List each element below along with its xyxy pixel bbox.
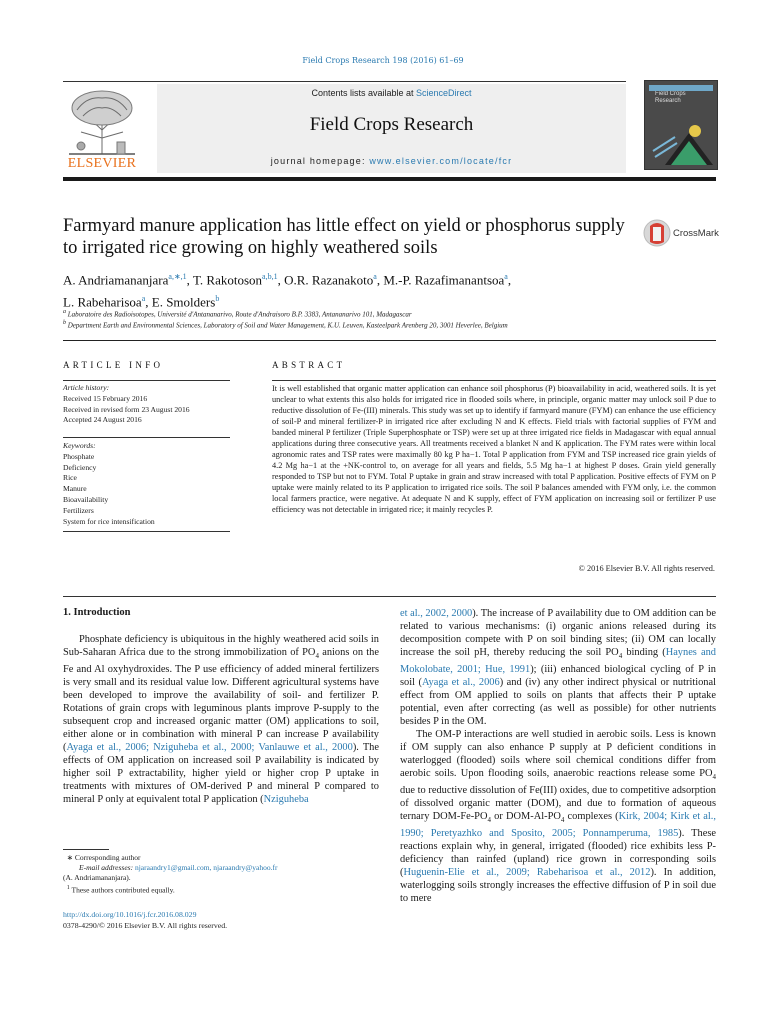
author-separator: ,	[145, 294, 152, 310]
keyword: System for rice intensification	[63, 516, 155, 526]
citation-link[interactable]: Haynes and Mokolobate, 2001; Hue, 1991	[400, 647, 716, 676]
journal-homepage	[157, 156, 626, 166]
homepage-link[interactable]: www.elsevier.com/locate/fcr	[369, 156, 513, 166]
intro-left-column	[63, 633, 379, 806]
affiliation-a: $^a$ Laboratoire des Radioisotopes, Université d'Antananarivo, Route d'Andraisoro B.P. 3383, Antananarivo 101, Madagascar	[63, 309, 412, 319]
author-separator: ,	[507, 272, 512, 288]
elsevier-wordmark: ELSEVIER	[67, 156, 137, 171]
intro-paragraph-continued	[400, 607, 716, 728]
affiliation-b: $^b$ Department Earth and Environmental Sciences, Laboratory of Soil and Water Management, K.U. Leuven, Kasteelpark Arenberg 20, 3001 Heverlee, Belgium	[63, 320, 508, 330]
journal-title: Field Crops Research	[309, 114, 474, 135]
body-text: Phosphate deficiency is ubiquitous in the highly weathered acid soils in Sub-Saharan Africa due to the strong immobilization of PO	[63, 634, 379, 658]
history-accepted: Accepted 24 August 2016	[63, 415, 142, 425]
article-info-rule	[63, 380, 230, 381]
history-label: Article history:	[63, 383, 110, 392]
history-revised: Received in revised form 23 August 2016	[63, 404, 190, 414]
email-links[interactable]: njaraandry1@gmail.com, njaraandry@yahoo.fr	[134, 863, 278, 872]
email-label: E-mail addresses:	[79, 863, 135, 872]
contents-availability	[157, 88, 626, 98]
keywords-block	[63, 441, 233, 527]
subscript: 4	[315, 652, 319, 661]
keyword: Rice	[63, 473, 77, 483]
article-title: Farmyard manure application has little effect on yield or phosphorus supply to irrigated rice growing on highly weathered soils	[63, 216, 625, 258]
author-name: M.-P. Razafimanantsoa	[383, 272, 505, 288]
email-note	[63, 863, 379, 873]
corresponding-label: Corresponding author	[74, 853, 141, 862]
body-text: ). These reactions explain why, in general, irrigated (flooded) rice exhibits less P-deficiency than rainfed (upland) rice grown in corresponding soils (	[400, 828, 716, 879]
author-name: T. Rakotoson	[192, 272, 263, 288]
subscript: 4	[618, 652, 623, 661]
subscript: 4	[712, 773, 716, 782]
keyword: Phosphate	[63, 451, 95, 461]
title-rule	[63, 340, 716, 341]
abstract-copyright: © 2016 Elsevier B.V. All rights reserved.	[578, 564, 715, 573]
body-text: The OM-P interactions are well studied in aerobic soils. Less is known if OM supply can also enhance P supply at P deficient conditions in waterlogged (flooded) soils where soil chemical conditions differ from aerobic soils. Upon flooding soils, anaerobic reactions release some PO	[400, 729, 716, 780]
corresponding-mark: ∗	[66, 853, 74, 862]
body-text: or DOM-Al-PO	[490, 811, 561, 823]
sciencedirect-link[interactable]: ScienceDirect	[416, 88, 472, 98]
journal-citation-link[interactable]: Field Crops Research 198 (2016) 61–69	[302, 56, 464, 65]
keyword: Bioavailability	[63, 494, 109, 504]
history-rule	[63, 437, 230, 438]
author-affiliation-marker[interactable]: a,b,1	[262, 272, 278, 281]
keyword: Deficiency	[63, 462, 97, 472]
body-text: ); (iii) enhanced biological cycling of P in soil (	[400, 664, 717, 689]
corresponding-author-note	[63, 853, 379, 863]
header-thick-rule	[63, 177, 716, 181]
contents-prefix: Contents lists available at	[311, 88, 417, 98]
author-affiliation-marker[interactable]: a	[373, 272, 377, 281]
keyword: Fertilizers	[63, 505, 94, 515]
abstract-rule	[272, 380, 716, 381]
affiliation-a-text: Laboratoire des Radioisotopes, Université d'Antananarivo, Route d'Andraisoro B.P. 3383, Antananarivo 101, Madagascar	[67, 310, 412, 319]
author-affiliation-marker[interactable]: a	[141, 294, 146, 304]
crossmark-icon	[643, 218, 671, 248]
author-separator: ,	[186, 272, 193, 288]
body-text: due to reductive dissolution of Fe(III) oxides, due to competitive adsorption of dissolved organic matter (DOM), and due to formation of aqueous ternary DOM-Fe-PO	[400, 785, 716, 823]
journal-cover-thumbnail[interactable]	[644, 80, 718, 170]
abstract-text: It is well established that organic matter application can enhance soil phosphorus (P) bioavailability in acid, weathered soils. It is yet unclear to what extents this also holds for irrigated rice in flooded soils where, in principle, organic matter may unlock soil P due to reductive dissolution of Fe-(III) minerals. This study was set up to identify if farmyard manure (FYM) can enhance the use efficiency of soil-P and mineral fertilizer-P in irrigated rice after excluding N and K effects. Field trials with factorial supplies of FYM and banded mineral P fertilizer (Triple Superphosphate or TSP) were set up at three irrigated rice fields in Madagascar with equal annual applications during three consecutive years. All treatments received a blanket N and K application. The FYM rates were within local agronomic rates and TSP rates were maximally 80 kg P ha−1. Total P application from FYM and TSP increased rice grain yields of 4.2 Mg ha−1 at the +NK-control to, on average for all years and fields, 5.5 Mg ha−1 at highest P doses. Grain yield generally responded to TSP but not to FYM. Total P uptake in grain and straw increased with total P application. Positive effects of FYM on P uptake were mainly related to its P application to irrigated rice soils. The soil P balances amended with FYM only, i.e. the common local farmers practice, were negative. At adequate N and K supply, effect of FYM application on increasing soil or fertilizer P use efficiency was not detectable in irrigated rice; it mainly recycles P.	[272, 384, 716, 514]
keywords-label: Keywords:	[63, 441, 96, 450]
keywords-rule	[63, 531, 230, 532]
citation-link[interactable]: Ayaga et al., 2006; Nziguheba et al., 2000; Vanlauwe et al., 2000	[66, 742, 353, 754]
citation-link[interactable]: Ayaga et al., 2006	[422, 677, 500, 689]
citation-link[interactable]: Nziguheba	[263, 794, 309, 806]
author-affiliation-marker[interactable]: b	[215, 294, 220, 304]
author-name: A. Andriamananjara	[63, 272, 169, 288]
section-heading-introduction: 1. Introduction	[63, 607, 131, 618]
author-separator: ,	[376, 272, 384, 288]
history-received: Received 15 February 2016	[63, 393, 148, 403]
issn-copyright: 0378-4290/© 2016 Elsevier B.V. All rights reserved.	[63, 921, 228, 930]
author-affiliation-marker[interactable]: a,∗,1	[168, 272, 187, 281]
equal-mark: 1	[66, 885, 70, 891]
equal-contribution-text: These authors contributed equally.	[71, 885, 175, 895]
affiliation-b-text: Department Earth and Environmental Sciences, Laboratory of Soil and Water Management, K.U. Leuven, Kasteelpark Arenberg 20, 3001 Heverlee, Belgium	[67, 321, 508, 330]
subscript: 4	[560, 816, 565, 825]
body-text: ). In addition, waterlogging soils strongly increases the effective diffusion of P in soil due to mere	[400, 867, 716, 905]
cover-title: Field Crops Research	[655, 91, 686, 104]
citation-link[interactable]: Kirk, 2004; Kirk et al., 1990; Peretyazhko and Sposito, 2005; Ponnamperuma, 1985	[400, 811, 716, 840]
equal-contribution-note	[63, 883, 379, 896]
email-owner: (A. Andriamananjara).	[63, 873, 131, 882]
subscript: 4	[487, 816, 491, 825]
citation-link[interactable]: et al., 2002, 2000	[400, 608, 473, 619]
body-text: ). The effects of OM application on increased soil P availability is indicated by higher soil P extractability, higher yield or higher crop P uptake in treatments with mixtures of OM-derived P and mineral P compared to mineral P only at equivalent total P application (	[63, 742, 379, 806]
body-text: ). The increase of P availability due to OM addition can be related to various mechanisms: (i) organic anions released during its decomposition compete with P on soil binding sites; (ii) OM can locally increase the soil pH, thereby reducing the soil PO	[400, 608, 716, 658]
keyword: Manure	[63, 484, 87, 494]
citation-link[interactable]: Huguenin-Elie et al., 2009; Rabeharisoa et al., 2012	[403, 867, 651, 879]
author-name: E. Smolders	[151, 294, 216, 310]
header-rule	[63, 81, 626, 82]
body-text: anions on the Fe and Al oxyhydroxides. The P use efficiency of added mineral fertilizers is very small and its residual value low. Different agricultural systems have been developed to improve the availability of soil- and fertilizer P. Rotations of grain crops with leguminous plants improve P-supply to the subsequent crop and increased organic matter (OM) applications to soil, either alone or in combination with mineral P can increase P availability (	[63, 647, 379, 754]
intro-right-column	[400, 607, 716, 905]
intro-paragraph-2	[400, 728, 716, 905]
article-info-heading: ARTICLE INFO	[63, 360, 164, 370]
abstract-heading: ABSTRACT	[272, 360, 346, 370]
author-name: L. Rabeharisoa	[63, 294, 142, 310]
abstract-bottom-rule	[63, 596, 716, 597]
author-affiliation-marker[interactable]: a	[504, 272, 508, 281]
body-text: ) and (iv) any other indirect physical or nutritional effect from OM applied to soils on plants that affects their P uptake potential, even after correcting (as well as possible) for other nutrients besides P in the OM.	[400, 677, 716, 728]
author-name: O.R. Razanakoto	[284, 272, 374, 288]
body-text: binding (	[622, 647, 666, 658]
body-text: complexes (	[564, 811, 619, 823]
footnotes	[63, 853, 379, 896]
author-separator: ,	[277, 272, 285, 288]
article-history	[63, 383, 233, 426]
crossmark-label[interactable]: CrossMark	[673, 228, 719, 239]
homepage-prefix: journal homepage:	[270, 156, 370, 166]
doi-link[interactable]: http://dx.doi.org/10.1016/j.fcr.2016.08.029	[63, 910, 197, 919]
footnote-rule	[63, 849, 109, 850]
author-list	[63, 267, 663, 312]
